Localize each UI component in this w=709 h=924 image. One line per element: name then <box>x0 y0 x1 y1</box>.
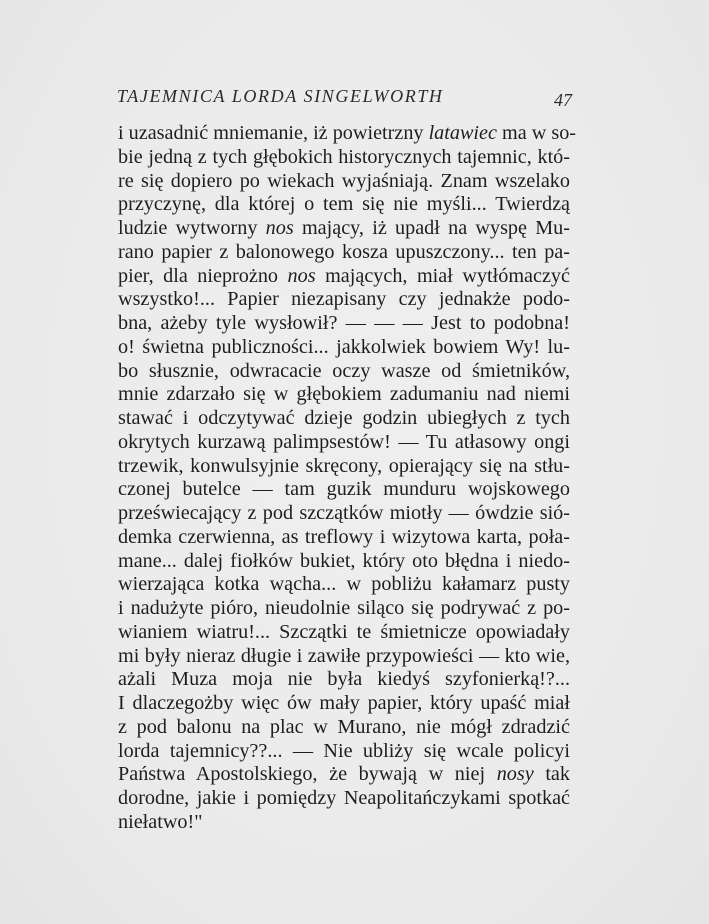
text-segment: Państwa Apostolskiego, że bywają w niej <box>118 763 497 786</box>
text-segment: mających, miał wytłómaczyć <box>315 264 570 287</box>
text-segment: ażali Muza moja nie była kiedyś szyfonierką!?... <box>118 668 570 691</box>
text-line <box>118 193 570 217</box>
text-segment: wierzająca kotka wącha... w pobliżu kałamarz pusty <box>118 573 570 596</box>
text-segment: pier, dla nieprożno <box>118 264 288 287</box>
text-line <box>118 550 570 574</box>
text-line <box>118 787 570 811</box>
text-line <box>118 573 570 597</box>
text-segment: niełatwo!" <box>118 810 203 833</box>
text-segment: i uzasadnić mniemanie, iż powietrzny <box>118 122 429 144</box>
text-segment: re się dopiero po wiekach wyjaśniają. Znam wszelako <box>118 169 570 192</box>
text-line <box>118 645 570 669</box>
text-segment: lorda tajemnicy??... — Nie ubliży się wcale policyi <box>118 739 570 762</box>
text-segment: mający, iż upadł na wyspę Mu- <box>293 217 570 239</box>
text-line <box>118 360 570 384</box>
text-line <box>118 740 570 764</box>
text-line <box>118 241 570 265</box>
text-line <box>118 621 570 645</box>
text-segment: bna, ażeby tyle wysłowił? — — — Jest to podobna! <box>118 312 570 334</box>
text-line <box>118 336 570 360</box>
text-line <box>118 265 570 289</box>
text-line <box>118 146 570 170</box>
text-segment: przeświecający z pod szczątków miotły — ówdzie sió- <box>118 502 570 524</box>
text-line <box>118 407 570 431</box>
text-segment: mane... dalej fiołków bukiet, który oto błędna i niedo- <box>118 549 570 572</box>
text-line <box>118 478 570 502</box>
text-line <box>118 217 570 241</box>
text-segment: mi były nieraz długie i zawiłe przypowieści — kto wie, <box>118 644 570 667</box>
text-segment: rano papier z balonowego kosza upuszczony... ten pa- <box>118 240 570 263</box>
text-line <box>118 312 570 336</box>
text-segment: dorodne, jakie i pomiędzy Neapolitańczykami spotkać <box>118 787 570 809</box>
text-line <box>118 122 577 146</box>
running-title: TAJEMNICA LORDA SINGELWORTH <box>117 86 444 106</box>
text-segment: wianiem wiatru!... Szczątki te śmietnicze opowiadały <box>118 620 570 643</box>
text-line <box>118 716 570 740</box>
text-segment: bo słusznie, odwracacie oczy wasze od śmietników, <box>118 359 570 382</box>
text-line <box>118 170 570 194</box>
text-segment: stawać i odczytywać dzieje godzin ubiegłych z tych <box>118 407 570 429</box>
italic-word: nos <box>265 217 294 239</box>
text-line <box>118 502 570 526</box>
text-segment: ludzie wytworny <box>118 217 266 239</box>
text-segment: i nadużyte pióro, nieudolnie siląco się podrywać z po- <box>118 597 570 619</box>
italic-word: latawiec <box>428 122 497 144</box>
body-text <box>118 122 577 835</box>
text-segment: czonej butelce — tam guzik munduru wojskowego <box>118 478 570 501</box>
text-line <box>118 597 570 621</box>
text-line <box>118 455 570 479</box>
text-line <box>118 383 570 407</box>
text-segment: okrytych kurzawą palimpsestów! — Tu atłasowy ongi <box>118 430 570 453</box>
text-segment: z pod balonu na plac w Murano, nie mógł zdradzić <box>118 715 570 738</box>
text-segment: przyczynę, dla której o tem się nie myśli... Twierdzą <box>118 193 570 216</box>
running-head <box>117 86 572 110</box>
text-line <box>118 526 570 550</box>
text-segment: wszystko!... Papier niezapisany czy jednakże podo- <box>118 288 570 311</box>
text-line <box>118 692 570 716</box>
text-segment: tak <box>533 763 570 786</box>
text-line <box>118 763 570 787</box>
italic-word: nos <box>287 264 316 287</box>
text-line <box>118 288 570 312</box>
text-segment: ma w so- <box>496 122 577 144</box>
text-segment: trzewik, konwulsyjnie skręcony, opierający się na stłu- <box>118 454 570 477</box>
text-segment: I dlaczegożby więc ów mały papier, który upaść miał <box>118 692 570 714</box>
text-segment: o! świetna publiczności... jakkolwiek bowiem Wy! lu- <box>118 335 570 358</box>
text-line <box>118 431 570 455</box>
italic-word: nosy <box>496 763 534 786</box>
text-segment: bie jedną z tych głębokich historycznych tajemnic, któ- <box>118 145 570 168</box>
text-line <box>118 668 570 692</box>
page-number: 47 <box>554 90 572 110</box>
text-line <box>118 811 570 835</box>
text-segment: mnie zdarzało się w głębokiem zadumaniu nad niemi <box>118 383 570 406</box>
text-segment: demka czerwienna, as treflowy i wizytowa karta, poła- <box>118 525 570 548</box>
